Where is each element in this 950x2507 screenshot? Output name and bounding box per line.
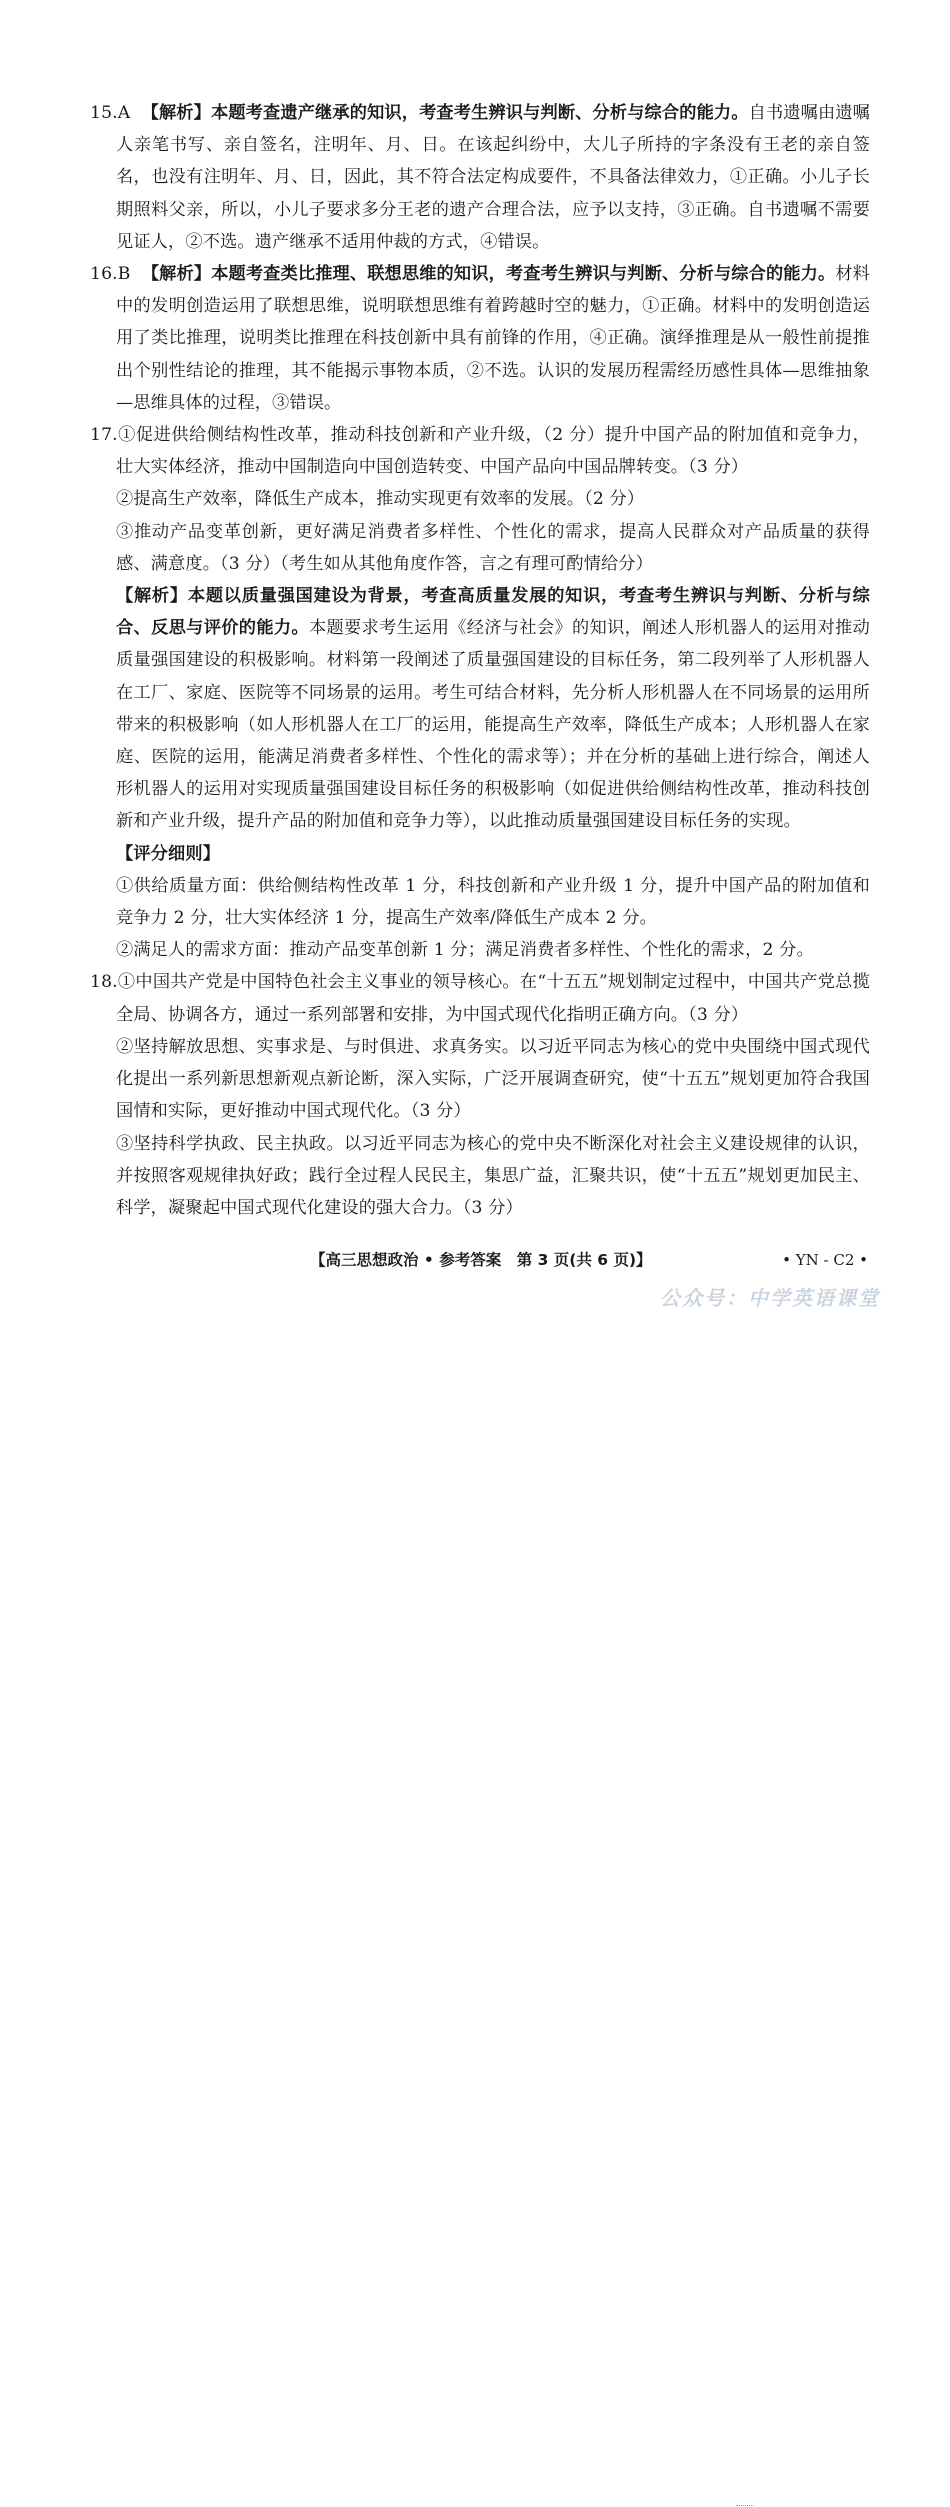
analysis-body: 本题要求考生运用《经济与社会》的知识，阐述人形机器人的运用对推动质量强国建设的积极影响。材料第一段阐述了质量强国建设的目标任务，第二段列举了人形机器人在工厂、家庭、医院等不同场景的运用。考生可结合材料，先分析人形机器人在不同场景的运用所带来的积极影响（如人形机器人在工厂的运用，能提高生产效率，降低生产成本；人形机器人在家庭、医院的运用，能满足消费者多样性、个性化的需求等）；并在分析的基础上进行综合，阐述人形机器人的运用对实现质量强国建设目标任务的积极影响（如促进供给侧结构性改革，推动科技创新和产业升级，提升产品的附加值和竞争力等），以此推动质量强国建设目标任务的实现。 (116, 618, 870, 832)
answer-point: ①促进供给侧结构性改革，推动科技创新和产业升级，（2 分）提升中国产品的附加值和竞争力，壮大实体经济，推动中国制造向中国创造转变、中国产品向中国品牌转变。（3 分） (116, 425, 870, 478)
question-17-point-3: ③推动产品变革创新，更好满足消费者多样性、个性化的需求，提高人民群众对产品质量的获得感、满意度。（3 分）（考生如从其他角度作答，言之有理可酌情给分） (116, 521, 870, 574)
question-16 (90, 258, 870, 419)
question-17-point-1 (90, 419, 870, 483)
footer-code: • YN - C2 • (782, 1251, 868, 1269)
question-15 (90, 97, 870, 258)
question-number: 15. (90, 103, 118, 123)
answer-letter: A (117, 103, 131, 123)
question-18-point-3: ③坚持科学执政、民主执政。以习近平同志为核心的党中央不断深化对社会主义建设规律的认识，并按照客观规律执好政；践行全过程人民民主，集思广益，汇聚共识，使“十五五”规划更加民主、科学，凝聚起中国式现代化建设的强大合力。（3 分） (116, 1133, 870, 1218)
question-17-analysis (90, 580, 870, 838)
analysis-tag: 【解析】 (141, 103, 211, 123)
analysis-body: 自书遗嘱由遗嘱人亲笔书写、亲自签名，注明年、月、日。在该起纠纷中，大儿子所持的字条没有王老的亲自签名，也没有注明年、月、日，因此，其不符合法定构成要件，不具备法律效力，①正确。小儿子长期照料父亲，所以，小儿子要求多分王老的遗产合理合法，应予以支持，③正确。自书遗嘱不需要见证人，②不选。遗产继承不适用仲裁的方式，④错误。 (116, 103, 871, 252)
rubric-item-2: ②满足人的需求方面：推动产品变革创新 1 分；满足消费者多样性、个性化的需求，2 分。 (116, 940, 814, 961)
analysis-intro: 本题以质量强国建设为背景，考查高质量发展的知识，考查考生辨识与判断、分析与综合、反思与评价的能力。 (116, 586, 870, 639)
analysis-body: 材料中的发明创造运用了联想思维，说明联想思维有着跨越时空的魅力，①正确。材料中的发明创造运用了类比推理，说明类比推理在科技创新中具有前锋的作用，④正确。演绎推理是从一般性前提推出个别性结论的推理，其不能揭示事物本质，②不选。认识的发展历程需经历感性具体—思维抽象—思维具体的过程，③错误。 (116, 264, 871, 413)
answer-point: ①中国共产党是中国特色社会主义事业的领导核心。在“十五五”规划制定过程中，中国共产党总揽全局、协调各方，通过一系列部署和安排，为中国式现代化指明正确方向。（3 分） (116, 972, 870, 1025)
watermark: 公众号：中学英语课堂 (660, 1286, 880, 1310)
answer-letter: B (117, 264, 131, 285)
analysis-intro: 本题考查类比推理、联想思维的知识，考查考生辨识与判断、分析与综合的能力。 (211, 264, 836, 285)
question-18-point-1 (90, 966, 870, 1030)
page-footer (0, 1245, 950, 1275)
analysis-tag: 【解析】 (141, 264, 212, 285)
footer-page-info: 【高三思想政治 • 参考答案 第 3 页(共 6 页)】 (310, 1251, 652, 1269)
answer-content (90, 97, 870, 1224)
question-number: 17. (90, 425, 118, 446)
analysis-intro: 本题考查遗产继承的知识，考查考生辨识与判断、分析与综合的能力。 (210, 103, 749, 123)
question-number: 16. (90, 264, 118, 285)
question-18-point-2: ②坚持解放思想、实事求是、与时俱进、求真务实。以习近平同志为核心的党中央围绕中国式现代化提出一系列新思想新观点新论断，深入实际，广泛开展调查研究，使“十五五”规划更加符合我国国情和实际，更好推动中国式现代化。（3 分） (116, 1036, 870, 1122)
question-number: 18. (90, 972, 118, 993)
analysis-tag: 【解析】 (116, 586, 188, 607)
rubric-item-1: ①供给质量方面：供给侧结构性改革 1 分，科技创新和产业升级 1 分，提升中国产品的附加值和竞争力 2 分，壮大实体经济 1 分，提高生产效率/降低生产成本 2 分。 (116, 875, 870, 929)
question-17-point-2: ②提高生产效率，降低生产成本，推动实现更有效率的发展。（2 分） (116, 489, 645, 510)
rubric-title: 【评分细则】 (116, 843, 221, 864)
